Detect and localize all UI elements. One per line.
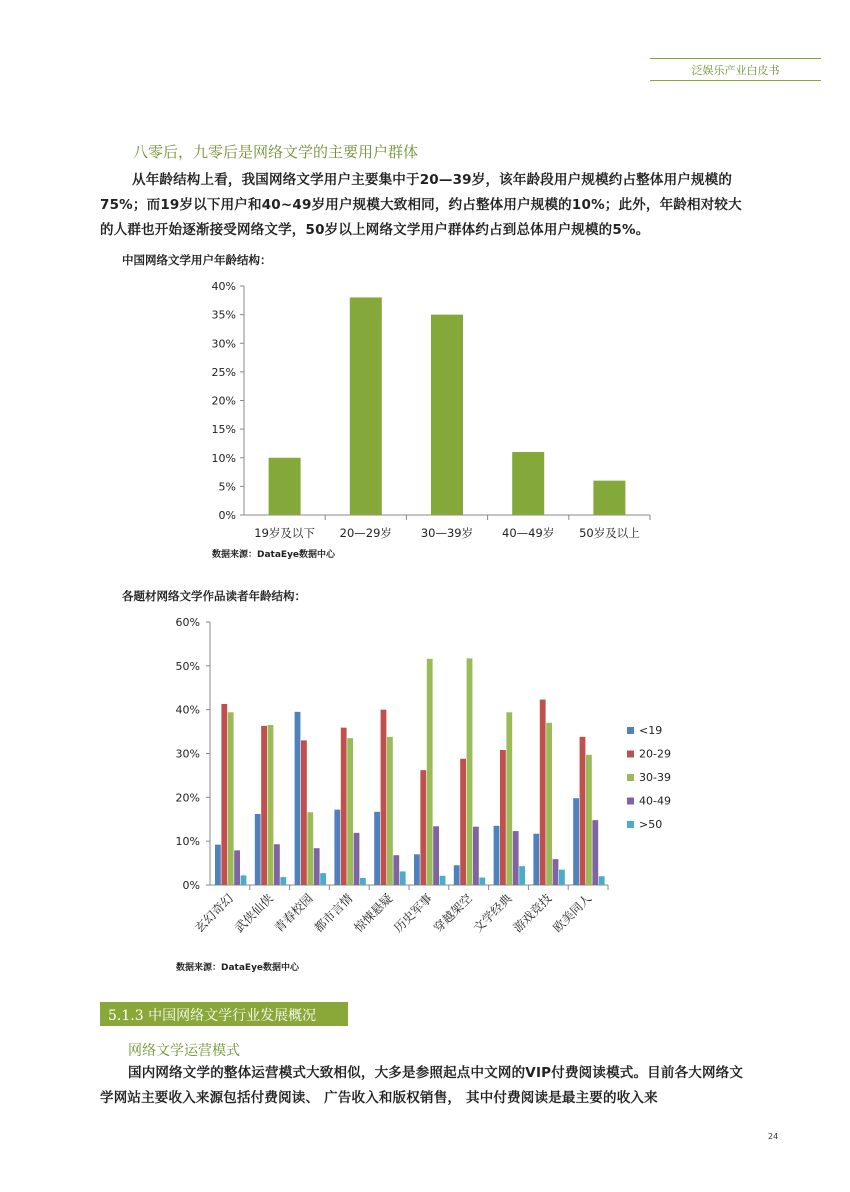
bar-9-19 bbox=[533, 834, 539, 885]
page-number: 24 bbox=[768, 1132, 779, 1141]
bar-1-50 bbox=[241, 875, 247, 885]
y-tick-label: 15% bbox=[211, 423, 236, 437]
y-tick-label: 30% bbox=[175, 747, 200, 761]
bar-8-19 bbox=[494, 826, 500, 885]
bar-7-40-49 bbox=[473, 827, 479, 885]
bar-1-20-29 bbox=[221, 704, 227, 885]
legend-label: 40-49 bbox=[639, 794, 671, 808]
paragraph-operation-model: 国内网络文学的整体运营模式大致相似，大多是参照起点中文网的VIP付费阅读模式。目前各大网络文学网站主要收入来源包括付费阅读、 广告收入和版权销售， 其中付费阅读是最主要的收入来 bbox=[100, 1065, 744, 1106]
bar-9-50 bbox=[559, 870, 565, 885]
bar-2-19 bbox=[255, 814, 261, 885]
x-tick-label: 历史军事 bbox=[391, 891, 436, 936]
x-tick-label: 50岁及以上 bbox=[579, 526, 640, 540]
bar-1-30-39 bbox=[228, 712, 234, 885]
bar-3-40-49 bbox=[314, 848, 320, 885]
header-underline bbox=[650, 80, 821, 81]
legend-label: >50 bbox=[639, 818, 663, 831]
bar-5-40-49 bbox=[393, 855, 399, 885]
x-tick-label: 惊悚悬疑 bbox=[351, 891, 396, 936]
y-tick-label: 10% bbox=[175, 835, 200, 849]
x-tick-label: 都市言情 bbox=[311, 891, 356, 936]
x-tick-label: 游戏竞技 bbox=[510, 891, 555, 936]
bar-3 bbox=[431, 315, 463, 515]
bar-4-40-49 bbox=[354, 833, 360, 885]
x-tick-label: 20—29岁 bbox=[339, 526, 392, 540]
y-tick-label: 10% bbox=[211, 451, 236, 465]
legend-label: 20-29 bbox=[639, 747, 671, 761]
bar-8-20-29 bbox=[500, 750, 506, 885]
bar-2-40-49 bbox=[274, 844, 280, 885]
bar-4 bbox=[512, 452, 544, 515]
legend-swatch bbox=[627, 727, 634, 734]
chart2-source: 数据来源：DataEye数据中心 bbox=[176, 963, 300, 973]
legend-swatch bbox=[627, 798, 634, 805]
y-tick-label: 0% bbox=[218, 509, 236, 522]
bar-6-20-29 bbox=[420, 770, 426, 885]
x-tick-label: 穿越架空 bbox=[430, 891, 475, 936]
y-tick-label: 5% bbox=[218, 480, 236, 494]
y-tick-label: 60% bbox=[175, 616, 200, 629]
legend-swatch bbox=[627, 821, 634, 828]
x-tick-label: 文学经典 bbox=[470, 891, 515, 936]
x-tick-label: 玄幻奇幻 bbox=[192, 891, 237, 936]
y-tick-label: 40% bbox=[175, 703, 200, 717]
header-title: 泛娱乐产业白皮书 bbox=[691, 64, 780, 77]
bar-7-19 bbox=[454, 865, 460, 885]
sub-heading-operation-model: 网络文学运营模式 bbox=[128, 1043, 240, 1059]
bar-4-19 bbox=[334, 810, 340, 885]
legend-label: 30-39 bbox=[639, 771, 671, 784]
bar-6-19 bbox=[414, 854, 420, 885]
bar-8-50 bbox=[519, 866, 525, 885]
sub-heading-user-group: 八零后，九零后是网络文学的主要用户群体 bbox=[133, 143, 419, 161]
x-tick-label: 青春校园 bbox=[271, 891, 316, 936]
chart1-title: 中国网络文学用户年龄结构： bbox=[122, 253, 272, 267]
bar-3-19 bbox=[295, 712, 301, 885]
y-tick-label: 20% bbox=[211, 394, 236, 408]
bar-4-50 bbox=[360, 878, 366, 885]
bar-1-40-49 bbox=[234, 850, 240, 885]
bar-9-30-39 bbox=[546, 723, 552, 885]
x-tick-label: 欧美同人 bbox=[550, 891, 595, 936]
y-tick-label: 35% bbox=[211, 308, 236, 322]
chart2-title: 各题材网络文学作品读者年龄结构： bbox=[122, 589, 306, 603]
bar-2-20-29 bbox=[261, 726, 267, 885]
bar-1 bbox=[269, 458, 301, 515]
bar-8-30-39 bbox=[506, 712, 512, 885]
bar-7-20-29 bbox=[460, 759, 466, 885]
bar-9-40-49 bbox=[553, 859, 559, 885]
chart1-source: 数据来源：DataEye数据中心 bbox=[212, 550, 336, 560]
genre-age-chart bbox=[0, 610, 720, 960]
paragraph-age-structure: 从年龄结构上看，我国网络文学用户主要集中于20—39岁，该年龄段用户规模约占整体用户规模的75%；而19岁以下用户和40~49岁用户规模大致相同，约占整体用户规模的10%；此外，年龄相对较大的人群也开始逐渐接受网络文学，50岁以上网络文学用户群体约占到总体用户规模的5%。 bbox=[100, 172, 742, 238]
bar-2-30-39 bbox=[268, 725, 274, 885]
bar-3-20-29 bbox=[301, 740, 307, 885]
bar-4-30-39 bbox=[347, 738, 353, 885]
bar-10-19 bbox=[573, 798, 579, 885]
bar-7-30-39 bbox=[467, 658, 473, 885]
legend-swatch bbox=[627, 774, 634, 781]
bar-5-19 bbox=[374, 812, 380, 885]
bar-4-20-29 bbox=[341, 728, 347, 885]
bar-3-30-39 bbox=[307, 812, 313, 885]
y-tick-label: 20% bbox=[175, 791, 200, 805]
bar-8-40-49 bbox=[513, 831, 519, 885]
legend-label: <19 bbox=[639, 724, 663, 737]
x-tick-label: 30—39岁 bbox=[420, 526, 474, 540]
x-tick-label: 19岁及以下 bbox=[254, 526, 315, 540]
y-tick-label: 0% bbox=[182, 879, 200, 892]
header-rule bbox=[650, 58, 821, 59]
bar-10-40-49 bbox=[592, 820, 598, 885]
bar-5-30-39 bbox=[387, 737, 393, 885]
bar-3-50 bbox=[320, 873, 326, 885]
bar-1-19 bbox=[215, 845, 221, 885]
y-tick-label: 30% bbox=[211, 337, 236, 351]
bar-10-20-29 bbox=[580, 737, 586, 885]
bar-7-50 bbox=[479, 878, 485, 885]
legend-swatch bbox=[627, 751, 634, 758]
x-tick-label: 武侠仙侠 bbox=[231, 891, 276, 936]
section-title: 5.1.3 中国网络文学行业发展概况 bbox=[108, 1008, 317, 1024]
bar-2 bbox=[350, 297, 382, 515]
bar-2-50 bbox=[280, 877, 286, 885]
age-structure-chart bbox=[0, 270, 700, 548]
y-tick-label: 25% bbox=[211, 365, 236, 379]
bar-6-40-49 bbox=[433, 826, 439, 885]
x-tick-label: 40—49岁 bbox=[502, 526, 555, 540]
y-tick-label: 50% bbox=[175, 659, 200, 673]
bar-9-20-29 bbox=[540, 700, 546, 885]
bar-10-30-39 bbox=[586, 755, 592, 885]
y-tick-label: 40% bbox=[211, 280, 236, 293]
bar-5-20-29 bbox=[381, 710, 387, 885]
bar-6-50 bbox=[440, 876, 446, 885]
bar-5 bbox=[593, 481, 625, 515]
bar-6-30-39 bbox=[427, 659, 433, 885]
bar-10-50 bbox=[599, 876, 605, 885]
bar-5-50 bbox=[400, 871, 406, 885]
